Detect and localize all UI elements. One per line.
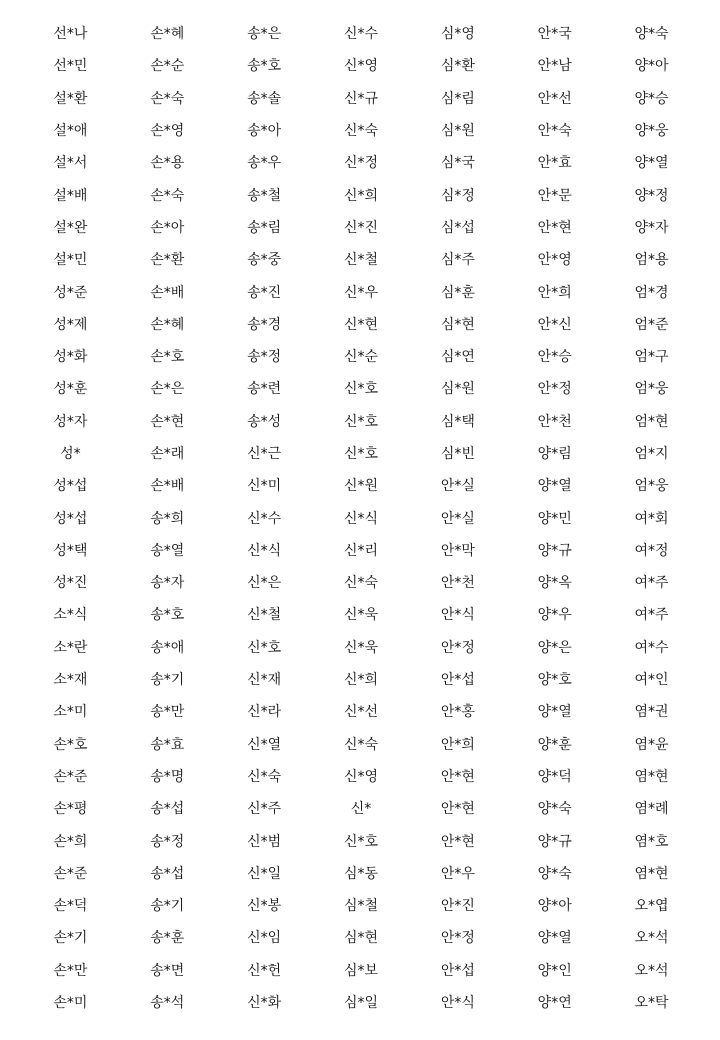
- name-cell: 신*진: [343, 219, 379, 236]
- name-cell: 양*웅: [634, 123, 669, 140]
- name-row: [22, 244, 700, 276]
- name-cell: 심*정: [440, 187, 475, 204]
- name-cell: 양*규: [537, 542, 572, 559]
- name-row: [22, 987, 700, 1019]
- name-row: [22, 825, 700, 857]
- name-cell: 신*주: [247, 801, 282, 818]
- name-cell: 심*일: [343, 995, 379, 1012]
- name-cell: 안*희: [440, 736, 475, 753]
- name-cell: 손*숙: [150, 90, 185, 107]
- name-cell: 손*기: [53, 930, 88, 947]
- name-cell: 양*숙: [634, 26, 669, 43]
- name-cell: 송*만: [150, 704, 185, 721]
- name-cell: 손*현: [150, 413, 185, 430]
- name-row: [22, 502, 700, 534]
- name-cell: 송*효: [150, 736, 185, 753]
- name-cell: 안*섭: [440, 962, 475, 979]
- name-row: [22, 179, 700, 211]
- name-cell: 설*완: [53, 219, 88, 236]
- name-cell: 송*애: [150, 639, 185, 656]
- name-row: [22, 761, 700, 793]
- name-row: [22, 18, 700, 50]
- name-cell: 신*임: [247, 930, 282, 947]
- name-cell: 양*인: [537, 962, 572, 979]
- name-cell: 신*숙: [343, 575, 379, 592]
- name-cell: 심*국: [440, 155, 475, 172]
- name-cell: 오*석: [634, 962, 669, 979]
- name-cell: 심*주: [440, 252, 475, 269]
- name-cell: 송*솔: [247, 90, 282, 107]
- name-cell: 송*련: [247, 381, 282, 398]
- name-row: [22, 664, 700, 696]
- name-cell: 양*정: [634, 187, 669, 204]
- name-cell: 송*기: [150, 898, 185, 915]
- name-cell: 양*림: [537, 446, 572, 462]
- name-cell: 송*철: [247, 187, 282, 204]
- name-cell: 안*진: [440, 898, 475, 915]
- name-cell: 송*면: [150, 962, 185, 979]
- name-cell: 심*훈: [440, 284, 475, 301]
- name-cell: 양*자: [634, 219, 669, 236]
- name-cell: 신*영: [343, 768, 379, 785]
- name-cell: 소*재: [53, 672, 88, 689]
- name-cell: 신*호: [247, 639, 282, 656]
- name-cell: 송*경: [247, 316, 282, 333]
- name-cell: 여*인: [634, 672, 669, 689]
- name-cell: 안*효: [537, 155, 572, 172]
- name-cell: 신*현: [343, 316, 379, 333]
- name-cell: 송*은: [247, 26, 282, 43]
- name-cell: 손*래: [150, 446, 185, 462]
- name-cell: 손*만: [53, 962, 88, 979]
- name-cell: 신*희: [343, 672, 379, 689]
- name-cell: 송*아: [247, 123, 282, 140]
- name-cell: 안*신: [537, 316, 572, 333]
- name-cell: 신*호: [343, 833, 379, 850]
- name-cell: 손*호: [53, 736, 88, 753]
- name-cell: 신*화: [247, 995, 282, 1012]
- name-cell: 송*림: [247, 219, 282, 236]
- name-cell: 성*: [60, 446, 81, 462]
- name-cell: 손*배: [150, 478, 185, 495]
- name-cell: 송*정: [150, 833, 185, 850]
- name-cell: 신*라: [247, 704, 282, 721]
- name-cell: 신*숙: [343, 736, 379, 753]
- name-cell: 신*재: [247, 672, 282, 689]
- name-cell: 손*영: [150, 123, 185, 140]
- name-cell: 안*현: [440, 833, 475, 850]
- name-cell: 신*욱: [343, 639, 379, 656]
- name-cell: 성*화: [53, 349, 88, 366]
- name-cell: 안*현: [440, 768, 475, 785]
- name-cell: 신*호: [343, 413, 379, 430]
- name-cell: 심*섭: [440, 219, 475, 236]
- name-cell: 심*현: [343, 930, 379, 947]
- name-cell: 송*자: [150, 575, 185, 592]
- name-cell: 심*원: [440, 123, 475, 140]
- name-cell: 송*명: [150, 768, 185, 785]
- name-cell: 안*천: [537, 413, 572, 430]
- name-cell: 송*훈: [150, 930, 185, 947]
- name-row: [22, 309, 700, 341]
- name-row: [22, 955, 700, 987]
- name-cell: 엄*현: [634, 413, 669, 430]
- name-cell: 염*윤: [634, 736, 669, 753]
- name-cell: 신*원: [343, 478, 379, 495]
- name-row: [22, 922, 700, 954]
- name-cell: 안*홍: [440, 704, 475, 721]
- name-cell: 안*국: [537, 26, 572, 43]
- name-row: [22, 793, 700, 825]
- name-cell: 안*선: [537, 90, 572, 107]
- name-cell: 손*은: [150, 381, 185, 398]
- name-cell: 안*천: [440, 575, 475, 592]
- name-cell: 손*순: [150, 58, 185, 75]
- name-cell: 송*호: [247, 58, 282, 75]
- name-cell: 손*희: [53, 833, 88, 850]
- name-cell: 신*선: [343, 704, 379, 721]
- name-cell: 양*아: [537, 898, 572, 915]
- name-cell: 손*배: [150, 284, 185, 301]
- name-cell: 송*성: [247, 413, 282, 430]
- name-row: [22, 406, 700, 438]
- name-cell: 신*근: [247, 446, 282, 462]
- name-cell: 양*민: [537, 510, 572, 527]
- name-cell: 손*준: [53, 768, 88, 785]
- name-cell: 신*미: [247, 478, 282, 495]
- name-cell: 심*원: [440, 381, 475, 398]
- name-cell: 염*호: [634, 833, 669, 850]
- name-cell: 엄*웅: [634, 478, 669, 495]
- name-cell: 성*자: [53, 413, 88, 430]
- name-cell: 송*기: [150, 672, 185, 689]
- name-row: [22, 599, 700, 631]
- name-cell: 여*회: [634, 510, 669, 527]
- name-cell: 양*규: [537, 833, 572, 850]
- name-cell: 양*승: [634, 90, 669, 107]
- name-cell: 안*식: [440, 607, 475, 624]
- name-cell: 소*식: [53, 607, 88, 624]
- name-cell: 손*평: [53, 801, 88, 818]
- name-cell: 송*석: [150, 995, 185, 1012]
- name-cell: 심*동: [343, 865, 379, 882]
- name-cell: 심*림: [440, 90, 475, 107]
- name-row: [22, 50, 700, 82]
- name-cell: 신*철: [247, 607, 282, 624]
- name-cell: 오*석: [634, 930, 669, 947]
- name-row: [22, 632, 700, 664]
- name-cell: 신*영: [343, 58, 379, 75]
- name-cell: 설*배: [53, 187, 88, 204]
- name-cell: 심*현: [440, 316, 475, 333]
- name-cell: 손*용: [150, 155, 185, 172]
- name-cell: 설*민: [53, 252, 88, 269]
- name-cell: 손*준: [53, 865, 88, 882]
- name-cell: 송*정: [247, 349, 282, 366]
- name-row: [22, 729, 700, 761]
- name-cell: 심*연: [440, 349, 475, 366]
- name-cell: 염*권: [634, 704, 669, 721]
- name-cell: 신*욱: [343, 607, 379, 624]
- name-cell: 여*수: [634, 639, 669, 656]
- name-cell: 안*섭: [440, 672, 475, 689]
- name-cell: 신*: [350, 801, 372, 818]
- name-cell: 엄*용: [634, 252, 669, 269]
- name-cell: 양*훈: [537, 736, 572, 753]
- name-cell: 안*영: [537, 252, 572, 269]
- name-row: [22, 212, 700, 244]
- name-cell: 신*호: [343, 446, 379, 462]
- name-cell: 손*아: [150, 219, 185, 236]
- name-cell: 신*규: [343, 90, 379, 107]
- name-row: [22, 276, 700, 308]
- name-cell: 엄*구: [634, 349, 669, 366]
- name-cell: 양*숙: [537, 801, 572, 818]
- name-cell: 송*섭: [150, 801, 185, 818]
- name-cell: 손*혜: [150, 316, 185, 333]
- name-cell: 신*수: [343, 26, 379, 43]
- name-cell: 송*호: [150, 607, 185, 624]
- name-cell: 심*보: [343, 962, 379, 979]
- name-row: [22, 567, 700, 599]
- name-cell: 송*우: [247, 155, 282, 172]
- name-cell: 신*순: [343, 349, 379, 366]
- name-cell: 양*덕: [537, 768, 572, 785]
- name-cell: 신*우: [343, 284, 379, 301]
- name-row: [22, 147, 700, 179]
- name-cell: 신*정: [343, 155, 379, 172]
- name-cell: 신*봉: [247, 898, 282, 915]
- name-cell: 설*서: [53, 155, 88, 172]
- name-cell: 신*식: [247, 542, 282, 559]
- name-cell: 안*숙: [537, 123, 572, 140]
- name-list-grid: [22, 18, 700, 1019]
- name-cell: 오*엽: [634, 898, 669, 915]
- name-row: [22, 696, 700, 728]
- name-cell: 선*민: [53, 58, 88, 75]
- name-cell: 엄*웅: [634, 381, 669, 398]
- name-cell: 양*은: [537, 639, 572, 656]
- name-cell: 신*수: [247, 510, 282, 527]
- name-cell: 양*열: [537, 704, 572, 721]
- name-cell: 염*례: [634, 801, 669, 818]
- name-row: [22, 470, 700, 502]
- name-cell: 여*정: [634, 542, 669, 559]
- name-cell: 신*철: [343, 252, 379, 269]
- name-cell: 선*나: [53, 26, 88, 43]
- name-cell: 송*열: [150, 542, 185, 559]
- name-cell: 심*철: [343, 898, 379, 915]
- name-cell: 여*주: [634, 575, 669, 592]
- name-cell: 엄*준: [634, 316, 669, 333]
- name-cell: 송*중: [247, 252, 282, 269]
- name-cell: 신*범: [247, 833, 282, 850]
- name-cell: 양*숙: [537, 865, 572, 882]
- name-cell: 엄*경: [634, 284, 669, 301]
- name-cell: 안*실: [440, 478, 475, 495]
- name-cell: 양*열: [537, 930, 572, 947]
- name-cell: 안*실: [440, 510, 475, 527]
- name-cell: 심*택: [440, 413, 475, 430]
- name-cell: 안*정: [440, 930, 475, 947]
- name-cell: 신*숙: [343, 123, 379, 140]
- name-row: [22, 438, 700, 470]
- name-cell: 안*남: [537, 58, 572, 75]
- name-cell: 안*희: [537, 284, 572, 301]
- name-cell: 안*우: [440, 865, 475, 882]
- name-cell: 양*아: [634, 58, 669, 75]
- name-cell: 신*희: [343, 187, 379, 204]
- name-cell: 심*영: [440, 26, 475, 43]
- name-cell: 안*승: [537, 349, 572, 366]
- name-cell: 손*호: [150, 349, 185, 366]
- name-row: [22, 115, 700, 147]
- name-cell: 신*열: [247, 736, 282, 753]
- name-cell: 양*호: [537, 672, 572, 689]
- name-cell: 염*현: [634, 768, 669, 785]
- name-cell: 성*택: [53, 542, 88, 559]
- name-cell: 성*훈: [53, 381, 88, 398]
- name-cell: 양*옥: [537, 575, 572, 592]
- name-cell: 양*우: [537, 607, 572, 624]
- name-row: [22, 535, 700, 567]
- name-cell: 신*식: [343, 510, 379, 527]
- name-cell: 신*리: [343, 542, 379, 559]
- name-cell: 손*혜: [150, 26, 185, 43]
- name-cell: 염*현: [634, 865, 669, 882]
- name-cell: 송*진: [247, 284, 282, 301]
- name-cell: 손*숙: [150, 187, 185, 204]
- name-cell: 손*덕: [53, 898, 88, 915]
- name-cell: 안*정: [440, 639, 475, 656]
- name-cell: 성*진: [53, 575, 88, 592]
- name-cell: 안*문: [537, 187, 572, 204]
- name-cell: 손*미: [53, 995, 88, 1012]
- name-cell: 성*섭: [53, 510, 88, 527]
- name-cell: 송*섭: [150, 865, 185, 882]
- name-cell: 양*연: [537, 995, 572, 1012]
- name-cell: 심*빈: [440, 446, 475, 462]
- name-row: [22, 858, 700, 890]
- name-cell: 소*란: [53, 639, 88, 656]
- name-cell: 설*환: [53, 90, 88, 107]
- name-cell: 심*환: [440, 58, 475, 75]
- name-cell: 오*탁: [634, 995, 669, 1012]
- name-cell: 성*섭: [53, 478, 88, 495]
- name-cell: 안*식: [440, 995, 475, 1012]
- name-cell: 안*현: [440, 801, 475, 818]
- name-cell: 안*정: [537, 381, 572, 398]
- name-cell: 신*호: [343, 381, 379, 398]
- name-cell: 손*환: [150, 252, 185, 269]
- name-cell: 송*희: [150, 510, 185, 527]
- name-row: [22, 83, 700, 115]
- name-row: [22, 890, 700, 922]
- name-row: [22, 373, 700, 405]
- name-cell: 성*제: [53, 316, 88, 333]
- name-cell: 신*은: [247, 575, 282, 592]
- name-cell: 여*주: [634, 607, 669, 624]
- name-cell: 양*열: [634, 155, 669, 172]
- name-cell: 설*애: [53, 123, 88, 140]
- name-cell: 안*막: [440, 542, 475, 559]
- name-cell: 엄*지: [634, 446, 669, 462]
- name-row: [22, 341, 700, 373]
- name-cell: 안*현: [537, 219, 572, 236]
- name-cell: 양*열: [537, 478, 572, 495]
- name-cell: 신*일: [247, 865, 282, 882]
- name-cell: 성*준: [53, 284, 88, 301]
- name-cell: 신*헌: [247, 962, 282, 979]
- name-cell: 소*미: [53, 704, 88, 721]
- name-cell: 신*숙: [247, 768, 282, 785]
